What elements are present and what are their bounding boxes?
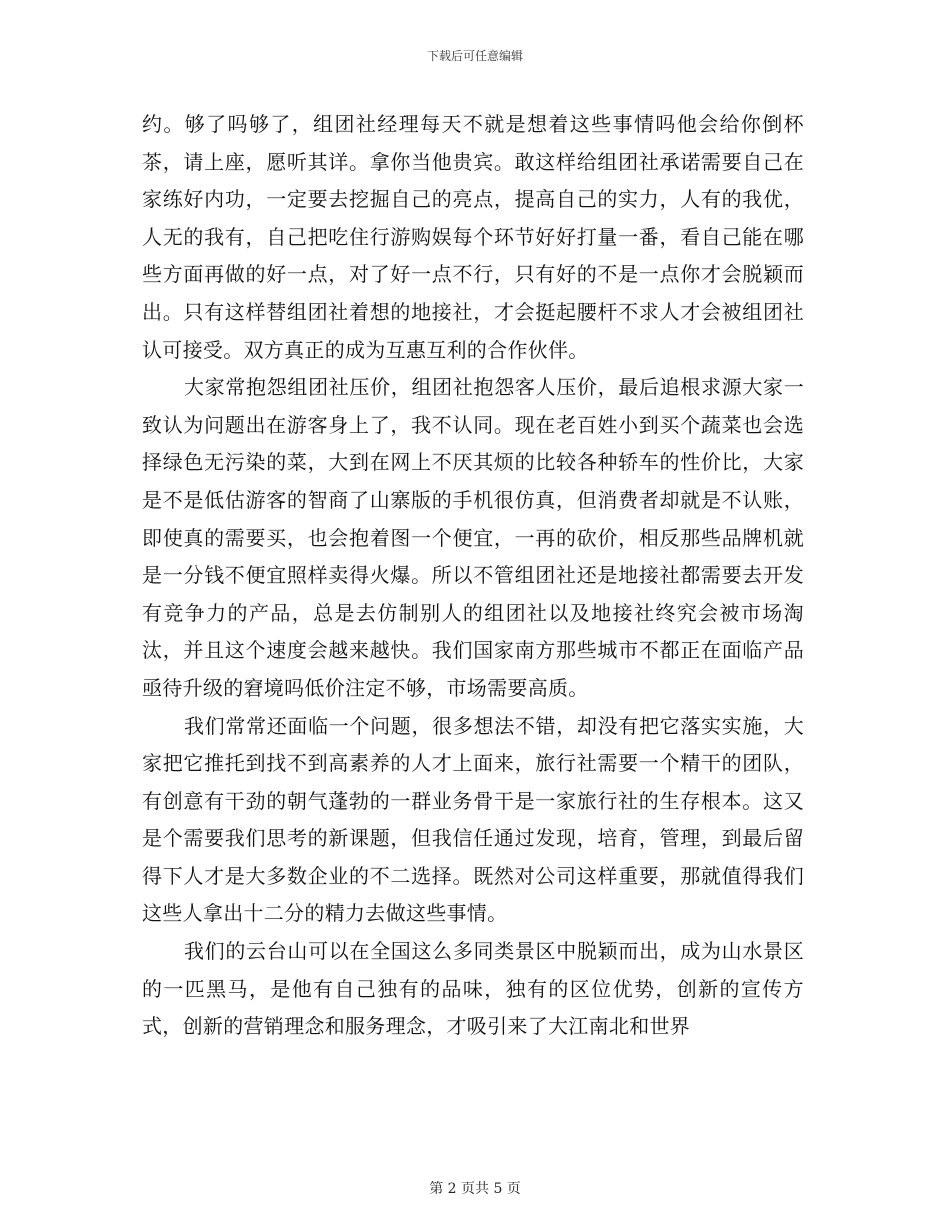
page-number: 第 2 页共 5 页: [429, 1181, 521, 1197]
paragraph-4: 我们的云台山可以在全国这么多同类景区中脱颖而出，成为山水景区的一匹黑马，是他有自己独有的品味，独有的区位优势，创新的宣传方式，创新的营销理念和服务理念，才吸引来了大江南北和世界: [142, 939, 804, 1039]
paragraph-2: 大家常抱怨组团社压价，组团社抱怨客人压价，最后追根求源大家一致认为问题出在游客身上了，我不认同。现在老百姓小到买个蔬菜也会选择绿色无污染的菜，大到在网上不厌其烦的比较各种轿车的性价比，大家是不是低估游客的智商了山寨版的手机很仿真，但消费者却就是不认账，即使真的需要买，也会抱着图一个便宜，一再的砍价，相反那些品牌机就是一分钱不便宜照样卖得火爆。所以不管组团社还是地接社都需要去开发有竞争力的产品，总是去仿制别人的组团社以及地接社终究会被市场淘汰，并且这个速度会越来越快。我们国家南方那些城市不都正在面临产品亟待升级的窘境吗低价注定不够，市场需要高质。: [142, 375, 804, 700]
paragraph-1: 约。够了吗够了，组团社经理每天不就是想着这些事情吗他会给你倒杯茶，请上座，愿听其详。拿你当他贵宾。敢这样给组团社承诺需要自己在家练好内功，一定要去挖掘自己的亮点，提高自己的实力，人有的我优，人无的我有，自己把吃住行游购娱每个环节好好打量一番，看自己能在哪些方面再做的好一点，对了好一点不行，只有好的不是一点你才会脱颖而出。只有这样替组团社着想的地接社，才会挺起腰杆不求人才会被组团社认可接受。双方真正的成为互惠互利的合作伙伴。: [142, 112, 804, 362]
document-body: [142, 106, 804, 1046]
paragraph-3: 我们常常还面临一个问题，很多想法不错，却没有把它落实实施，大家把它推托到找不到高素养的人才上面来，旅行社需要一个精干的团队，有创意有干劲的朝气蓬勃的一群业务骨干是一家旅行社的生存根本。这又是个需要我们思考的新课题，但我信任通过发现，培育，管理，到最后留得下人才是大多数企业的不二选择。既然对公司这样重要，那就值得我们这些人拿出十二分的精力去做这些事情。: [142, 713, 804, 926]
page-header: 下载后可任意编辑: [426, 49, 523, 63]
